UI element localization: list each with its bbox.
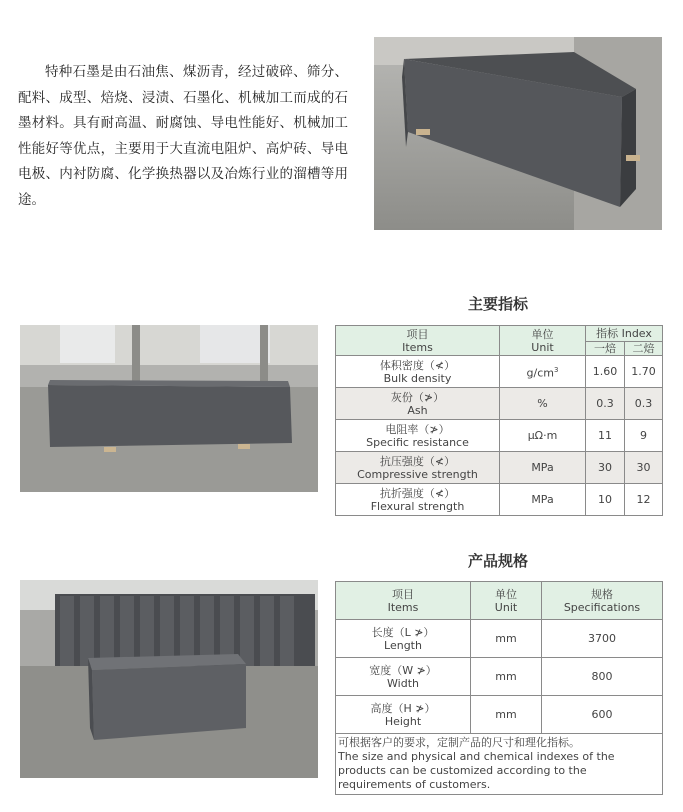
main-indicators-title: 主要指标 (467, 295, 528, 313)
row-value: 800 (542, 658, 663, 696)
graphite-block-photo-2 (20, 325, 318, 492)
row-unit: μΩ·m (500, 420, 586, 452)
row-value-2: 30 (625, 452, 663, 484)
product-specs-table (335, 581, 663, 795)
table-row (336, 696, 663, 734)
row-unit: mm (471, 620, 542, 658)
row-name: 长度（L ≯） Length (336, 620, 471, 658)
row-value-2: 1.70 (625, 356, 663, 388)
row-value-2: 12 (625, 484, 663, 516)
row-unit: % (500, 388, 586, 420)
table-row (336, 356, 663, 388)
table-row (336, 620, 663, 658)
row-name: 体积密度（≮） Bulk density (336, 356, 500, 388)
graphite-block-photo-1 (374, 37, 662, 230)
header-specifications: 规格 Specifications (542, 582, 663, 620)
row-value-1: 10 (586, 484, 625, 516)
row-name: 高度（H ≯） Height (336, 696, 471, 734)
row-unit: $g/cm^3$ (500, 356, 586, 388)
header-unit: 单位 Unit (471, 582, 542, 620)
header-items: 项目 Items (336, 326, 500, 356)
row-unit: MPa (500, 452, 586, 484)
table-row (336, 388, 663, 420)
row-value-1: 0.3 (586, 388, 625, 420)
header-index: 指标 Index (586, 326, 663, 342)
row-value-1: 30 (586, 452, 625, 484)
intro-paragraph: 特种石墨是由石油焦、煤沥青，经过破碎、筛分、配料、成型、焙烧、浸渍、石墨化、机械加工而成的石墨材料。具有耐高温、耐腐蚀、导电性能好、机械加工性能好等优点，主要用于大直流电阻炉、高炉砖、导电电极、内衬防腐、化学换热器以及冶炼行业的溜槽等用途。 (18, 64, 348, 208)
main-indicators-table (335, 325, 663, 516)
header-unit: 单位 Unit (500, 326, 586, 356)
row-value: 3700 (542, 620, 663, 658)
table-row (336, 658, 663, 696)
row-value-2: 9 (625, 420, 663, 452)
table-row (336, 452, 663, 484)
table-row (336, 420, 663, 452)
header-second-bake: 二焙 (625, 342, 663, 356)
row-unit: MPa (500, 484, 586, 516)
row-name: 抗压强度（≮） Compressive strength (336, 452, 500, 484)
row-value-2: 0.3 (625, 388, 663, 420)
row-value: 600 (542, 696, 663, 734)
row-unit: mm (471, 696, 542, 734)
note-row (336, 734, 663, 795)
row-name: 电阻率（≯） Specific resistance (336, 420, 500, 452)
row-name: 宽度（W ≯） Width (336, 658, 471, 696)
customization-note: 可根据客户的要求，定制产品的尺寸和理化指标。 The size and physical and chemical indexes of the products can be customized according to the requirements of customers. (336, 734, 663, 795)
row-value-1: 1.60 (586, 356, 625, 388)
table-row (336, 484, 663, 516)
row-name: 灰份（≯） Ash (336, 388, 500, 420)
header-items: 项目 Items (336, 582, 471, 620)
row-value-1: 11 (586, 420, 625, 452)
row-name: 抗折强度（≮） Flexural strength (336, 484, 500, 516)
row-unit: mm (471, 658, 542, 696)
header-first-bake: 一焙 (586, 342, 625, 356)
product-specs-title: 产品规格 (467, 552, 528, 570)
graphite-block-photo-3 (20, 580, 318, 778)
